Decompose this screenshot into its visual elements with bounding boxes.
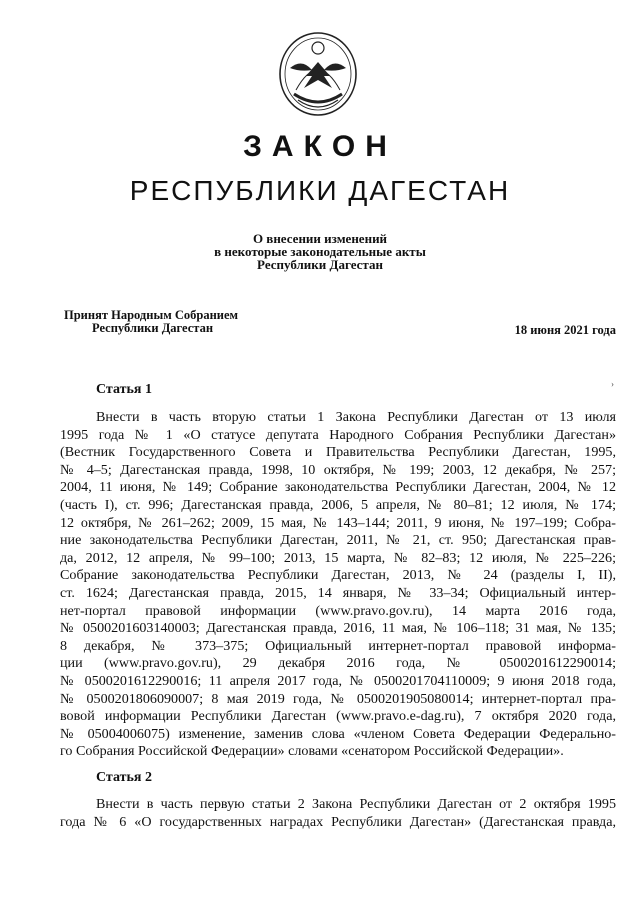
text-line: № 0500201806090007; 8 мая 2019 года, № 0500201905080014; интернет-портал пра- bbox=[60, 690, 616, 707]
text-line: № 0500201603140003; Дагестанская правда, 2016, 11 мая, № 106–118; 31 мая, № 135; bbox=[60, 620, 616, 637]
law-subtitle: РЕСПУБЛИКИ ДАГЕСТАН bbox=[129, 175, 511, 206]
text-line: (Вестник Государственного Совета и Правительства Республики Дагестан, 1995, bbox=[60, 444, 616, 461]
article-1-text bbox=[60, 409, 616, 761]
text-line: вовой информации Республики Дагестан (www.pravo.e-dag.ru), 7 октября 2020 года, bbox=[60, 708, 616, 725]
text-line: 8 декабря, № 373–375; Официальный интернет-портал правовой информа- bbox=[60, 637, 616, 654]
text-line: го Собрания Российской Федерации» словами «сенатором Российской Федерации». bbox=[60, 743, 564, 760]
article-2-text bbox=[60, 796, 616, 831]
text-line: 12 октября, № 261–262; 2009, 15 мая, № 143–144; 2011, 9 июня, № 197–199; Собра- bbox=[60, 514, 616, 531]
text-line: ции (www.pravo.gov.ru), 29 декабря 2016 года, № 0500201612290014; bbox=[60, 655, 616, 672]
text-line: ние законодательства Республики Дагестан, 2011, № 21, ст. 950; Дагестанская прав- bbox=[60, 532, 616, 549]
about-line: в некоторые законодательные акты bbox=[214, 244, 426, 259]
text-line: ст. 1624; Дагестанская правда, 2015, 14 января, № 33–34; Официальный интер- bbox=[60, 584, 616, 601]
text-line: Внести в часть первую статьи 2 Закона Республики Дагестан от 2 октября 1995 bbox=[96, 796, 616, 812]
text-line: 1995 года № 1 «О статусе депутата Народного Собрания Республики Дагестан» bbox=[60, 426, 616, 443]
law-about-heading bbox=[0, 232, 640, 271]
adopted-by-block bbox=[64, 309, 238, 335]
text-line: № 4–5; Дагестанская правда, 1998, 10 октября, № 199; 2003, 12 декабря, № 257; bbox=[60, 461, 616, 478]
about-line: О внесении изменений bbox=[252, 231, 388, 246]
article-1-heading: Статья 1 bbox=[96, 382, 152, 397]
about-line: Республики Дагестан bbox=[257, 257, 383, 272]
text-line: № 05004006075) изменение, заменив слова «членом Совета Федерации Федерально- bbox=[60, 725, 616, 742]
article-2-heading: Статья 2 bbox=[96, 770, 152, 785]
text-line: 2004, 11 июня, № 149; Собрание законодательства Республики Дагестан, 2004, № 12 bbox=[60, 479, 616, 496]
text-line: Собрание законодательства Республики Дагестан, 2013, № 24 (разделы I, II), bbox=[60, 567, 616, 584]
text-line: нет-портал правовой информации (www.pravo.gov.ru), 14 марта 2016 года, bbox=[60, 602, 616, 619]
text-line: года № 6 «О государственных наградах Республики Дагестан» (Дагестанская правда, bbox=[60, 813, 616, 830]
coat-of-arms-emblem bbox=[276, 28, 360, 118]
adopted-line-1: Принят Народным Собранием bbox=[64, 308, 239, 322]
text-line: да, 2012, 12 апреля, № 99–100; 2013, 15 марта, № 82–83; 12 июля, № 225–226; bbox=[60, 549, 616, 566]
margin-mark: › bbox=[611, 379, 614, 389]
text-line: № 0500201612290016; 11 апреля 2017 года, № 0500201704110009; 9 июня 2018 года, bbox=[60, 672, 616, 689]
adoption-date: 18 июня 2021 года bbox=[514, 323, 616, 337]
law-title: ЗАКОН bbox=[243, 130, 397, 163]
text-line: (часть I), ст. 996; Дагестанская правда, 2006, 5 апреля, № 80–81; 12 июля, № 174; bbox=[60, 496, 616, 513]
adopted-line-2: Республики Дагестан bbox=[92, 321, 214, 335]
text-line: Внести в часть вторую статьи 1 Закона Республики Дагестан от 13 июля bbox=[96, 409, 616, 425]
